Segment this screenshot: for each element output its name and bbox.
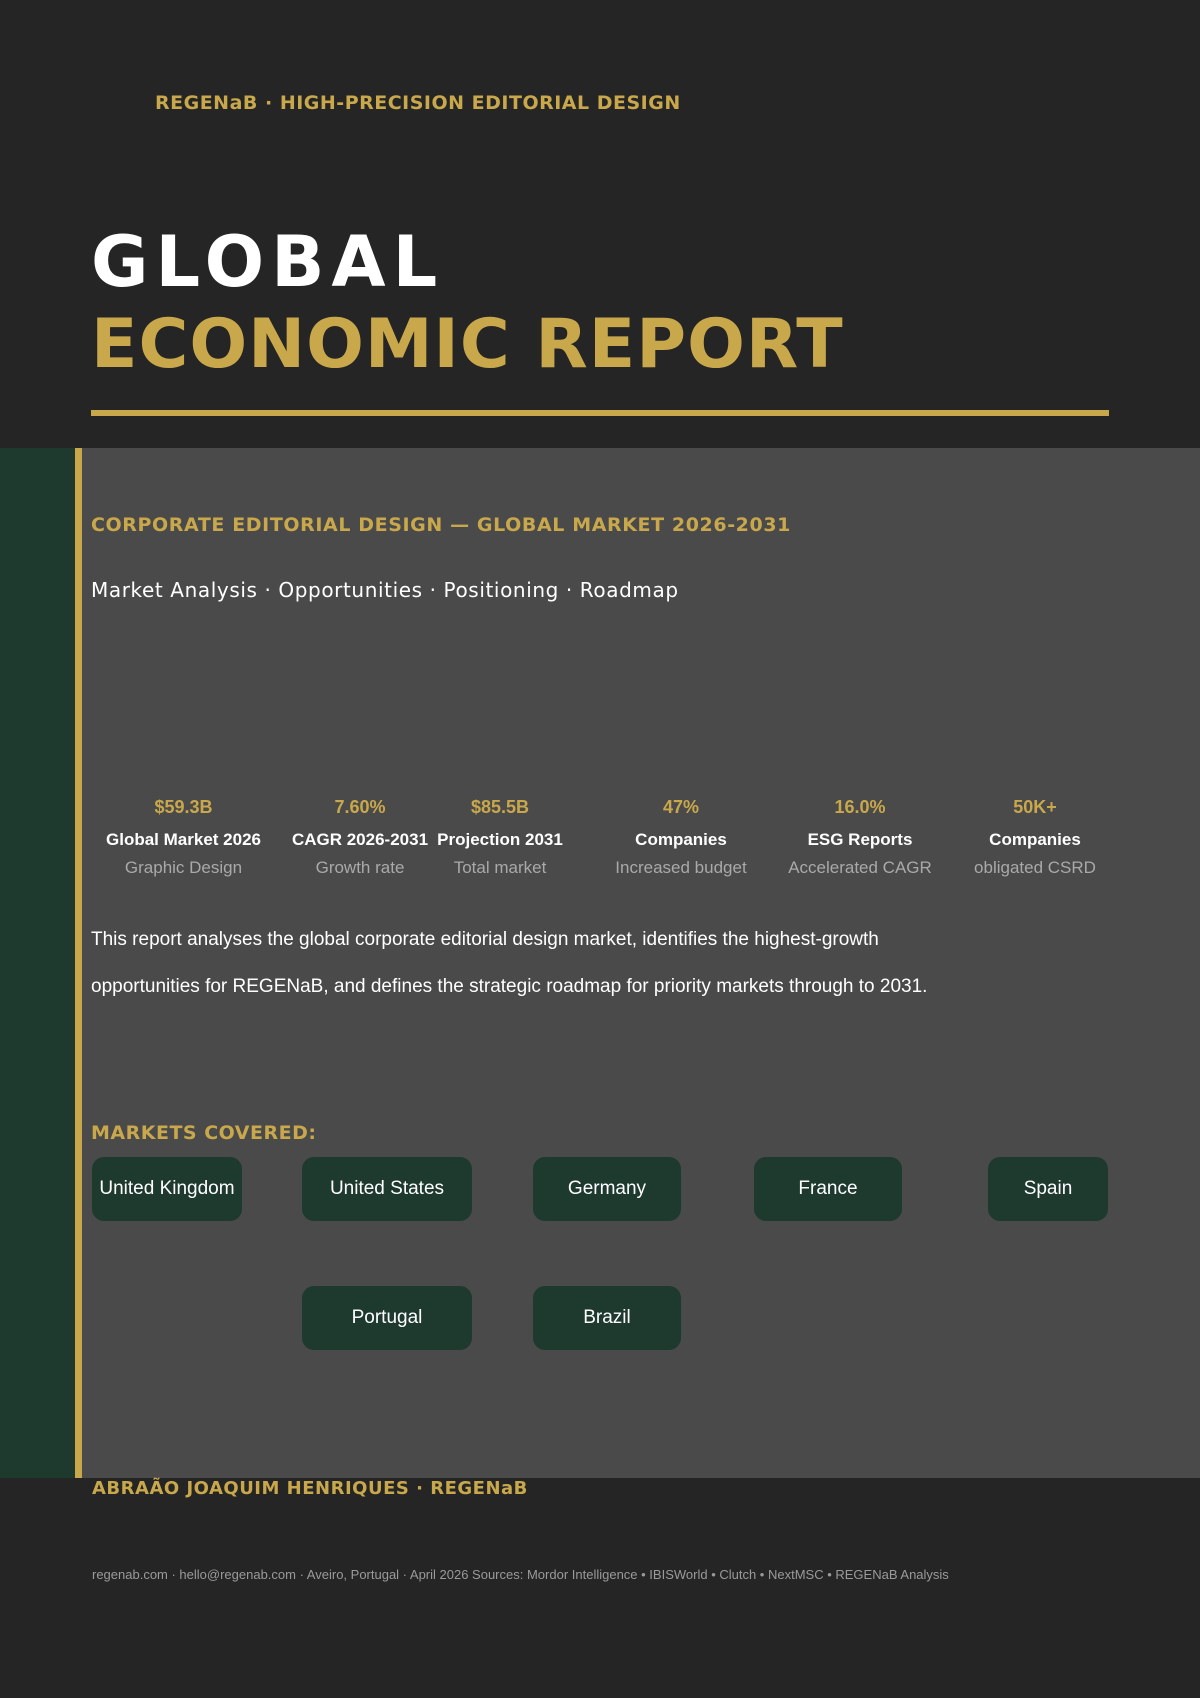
stat-label: Companies: [989, 830, 1081, 849]
content-panel: [0, 448, 1200, 1478]
stat-sub: Graphic Design: [124, 858, 243, 877]
market-chip-france: France: [754, 1157, 902, 1221]
stat-value: 50K+: [1013, 797, 1057, 817]
title-line-1: GLOBAL: [91, 221, 445, 303]
stat-global-market: [91, 796, 276, 878]
section-subheading: CORPORATE EDITORIAL DESIGN — GLOBAL MARKET 2026-2031: [91, 514, 791, 536]
stat-label: Global Market 2026: [106, 830, 261, 849]
stat-value: 16.0%: [834, 797, 886, 817]
stat-value: $85.5B: [470, 797, 530, 817]
stat-label: Projection 2031: [437, 830, 563, 849]
gold-accent-bar: [75, 448, 82, 1478]
market-chip-spain: Spain: [988, 1157, 1108, 1221]
stat-value: 7.60%: [334, 797, 386, 817]
market-chip-germany: Germany: [533, 1157, 681, 1221]
title-line-2: ECONOMIC REPORT: [91, 305, 844, 384]
stat-sub: Accelerated CAGR: [788, 858, 932, 877]
intro-paragraph: [91, 916, 1051, 1010]
stat-projection: [435, 796, 565, 878]
stat-value: $59.3B: [154, 797, 213, 817]
market-chip-brazil: Brazil: [533, 1286, 681, 1350]
contact-sources-line: regenab.com · hello@regenab.com · Aveiro, Portugal · April 2026 Sources: Mordor Intelligence • IBISWorld • Clutch • NextMSC • REGENaB Analysis: [92, 1567, 949, 1582]
market-chip-united-kingdom: United Kingdom: [92, 1157, 242, 1221]
stat-label: ESG Reports: [807, 830, 913, 849]
stat-companies-budget: [596, 796, 766, 878]
stat-esg-reports: [775, 796, 945, 878]
cover-header: [0, 0, 1200, 448]
stat-sub: obligated CSRD: [974, 858, 1096, 877]
intro-line: This report analyses the global corporate editorial design market, identifies the highest-growth: [91, 929, 879, 950]
brand-line: REGENaB · HIGH-PRECISION EDITORIAL DESIGN: [155, 92, 681, 114]
stat-label: Companies: [635, 830, 727, 849]
markets-heading: MARKETS COVERED:: [91, 1122, 317, 1144]
stat-sub: Total market: [453, 858, 547, 877]
title-divider: [91, 410, 1109, 416]
author-line: ABRAÃO JOAQUIM HENRIQUES · REGENaB: [92, 1478, 528, 1499]
market-chip-united-states: United States: [302, 1157, 472, 1221]
stat-value: 47%: [662, 797, 700, 817]
market-chip-portugal: Portugal: [302, 1286, 472, 1350]
stat-label: CAGR 2026-2031: [291, 830, 429, 849]
tagline: Market Analysis · Opportunities · Positioning · Roadmap: [91, 578, 679, 602]
stat-sub: Increased budget: [615, 858, 747, 877]
side-accent-bar: [0, 448, 75, 1478]
stat-companies-csrd: [955, 796, 1115, 878]
stat-cagr: [290, 796, 430, 878]
stat-sub: Growth rate: [315, 858, 405, 877]
intro-line: opportunities for REGENaB, and defines the strategic roadmap for priority markets through to 2031.: [91, 976, 928, 997]
